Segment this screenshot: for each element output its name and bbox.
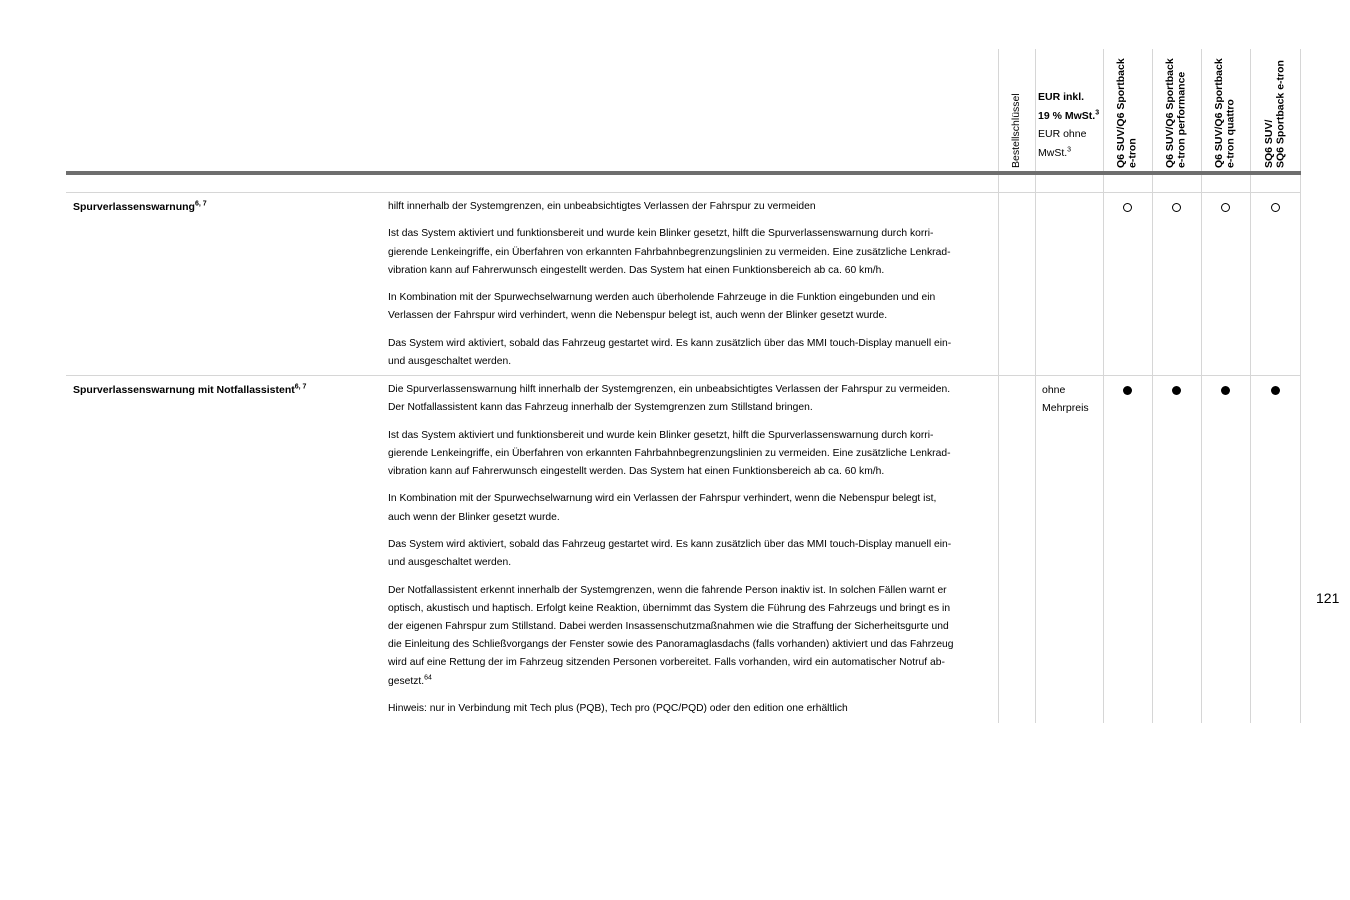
row-rule — [66, 375, 1301, 376]
description-paragraph: hilft innerhalb der Systemgrenzen, ein unbeabsichtigtes Verlassen der Fahrspur zu vermeiden — [388, 201, 816, 212]
availability-optional-icon — [1221, 203, 1230, 212]
description-paragraph: Die Spurverlassenswarnung hilft innerhalb der Systemgrenzen, ein unbeabsichtigtes Verlassen der Fahrspur zu vermeiden. Der Notfallassistent kann das Fahrzeug innerhalb der Systemgrenzen zum Stillstand bringen. — [388, 384, 951, 414]
feature-name: Spurverlassenswarnung$^{6, 7}$ — [73, 200, 207, 213]
description-paragraph: Hinweis: nur in Verbindung mit Tech plus (PQB), Tech pro (PQC/PQD) oder den edition one erhältlich — [388, 702, 848, 714]
column-rule — [998, 49, 999, 723]
header-mwst: MwSt.$^3$ — [1038, 146, 1072, 159]
availability-optional-icon — [1172, 203, 1181, 212]
description-paragraph: Das System wird aktiviert, sobald das Fahrzeug gestartet wird. Es kann zusätzlich über das MMI touch-Display manuell ein- und ausgeschaltet werden. — [388, 538, 952, 569]
availability-standard-icon — [1172, 386, 1181, 395]
description-paragraph: Der Notfallassistent erkennt innerhalb der Systemgrenzen, wenn die fahrende Person inaktiv ist. In solchen Fällen warnt er optisch, akustisch und haptisch. Erfolgt keine Reaktion, übernimmt das System die Führung des Fahrzeugs und bringt es in der eigenen Fahrspur zum Stillstand. Dabei werden Insassenschutzmaßnahmen wie die Straffung der Sicherheitsgurte und die Einleitung des Schließvorgangs der Fenster sowie des Panoramaglasdachs (falls vorhanden) aktiviert und das Fahrzeug wird auf eine Rettung der im Fahrzeug sitzenden Personen vorbereitet. Falls vorhanden, wird ein automatischer Notruf ab- gesetzt.$^{64}$ — [388, 584, 954, 687]
header-model-3: Q6 SUV/Q6 Sportback e-tron quattro — [1213, 58, 1237, 168]
header-model-4: SQ6 SUV/ SQ6 Sportback e-tron — [1263, 60, 1287, 168]
header-model-1: Q6 SUV/Q6 Sportback e-tron — [1115, 58, 1139, 168]
availability-standard-icon — [1123, 386, 1132, 395]
header-bestellschluessel: Bestellschlüssel — [1010, 93, 1022, 168]
description-paragraph: In Kombination mit der Spurwechselwarnung werden auch überholende Fahrzeuge in die Funktion eingebunden und ein Verlassen der Fahrspur wird verhindert, wenn die Nebenspur belegt ist, auch wenn der Blinker gesetzt wurde. — [388, 292, 936, 322]
feature-description — [388, 381, 993, 727]
description-paragraph: Das System wird aktiviert, sobald das Fahrzeug gestartet wird. Es kann zusätzlich über das MMI touch-Display manuell ein- und ausgeschaltet werden. — [388, 337, 952, 367]
header-model-2: Q6 SUV/Q6 Sportback e-tron performance — [1164, 58, 1188, 168]
column-rule — [1152, 49, 1153, 723]
header-eur-ohne: EUR ohne — [1038, 128, 1087, 140]
column-rule — [1300, 49, 1301, 723]
description-paragraph: Ist das System aktiviert und funktionsbereit und wurde kein Blinker gesetzt, hilft die Spurverlassenswarnung durch korri- gierende Lenkeingriffe, ein Überfahren von erkannten Fahrbahnbegrenzungslinien zu vermeiden. Eine zusätzliche Lenkrad- vibration kann auf Fahrerwunsch eingestellt werden. Das System hat einen Funktionsbereich ab ca. 60 km/h. — [388, 429, 951, 477]
availability-standard-icon — [1271, 386, 1280, 395]
column-rule — [1250, 49, 1251, 723]
availability-standard-icon — [1221, 386, 1230, 395]
availability-optional-icon — [1271, 203, 1280, 212]
header-price — [1038, 88, 1104, 162]
feature-name: Spurverlassenswarnung mit Notfallassistent$^{6, 7}$ — [73, 383, 307, 396]
price-cell: ohne Mehrpreis — [1042, 384, 1089, 415]
header-rule — [66, 171, 1301, 175]
column-rule — [1035, 49, 1036, 723]
header-eur-inkl: EUR inkl. — [1038, 91, 1085, 103]
description-paragraph: Ist das System aktiviert und funktionsbereit und wurde kein Blinker gesetzt, hilft die Spurverlassenswarnung durch korri- gierende Lenkeingriffe, ein Überfahren von erkannten Fahrbahnbegrenzungslinien zu vermeiden. Eine zusätzliche Lenkrad- vibration kann auf Fahrerwunsch eingestellt werden. Das System hat einen Funktionsbereich ab ca. 60 km/h. — [388, 228, 951, 276]
feature-description — [388, 198, 993, 380]
column-rule — [1201, 49, 1202, 723]
description-paragraph: In Kombination mit der Spurwechselwarnung wird ein Verlassen der Fahrspur verhindert, wenn die Nebenspur belegt ist, auch wenn der Blinker gesetzt wurde. — [388, 493, 937, 523]
header-mwst-19: 19 % MwSt.$^3$ — [1038, 109, 1100, 122]
row-rule — [66, 192, 1301, 193]
availability-optional-icon — [1123, 203, 1132, 212]
page-number: 121 — [1316, 590, 1340, 606]
